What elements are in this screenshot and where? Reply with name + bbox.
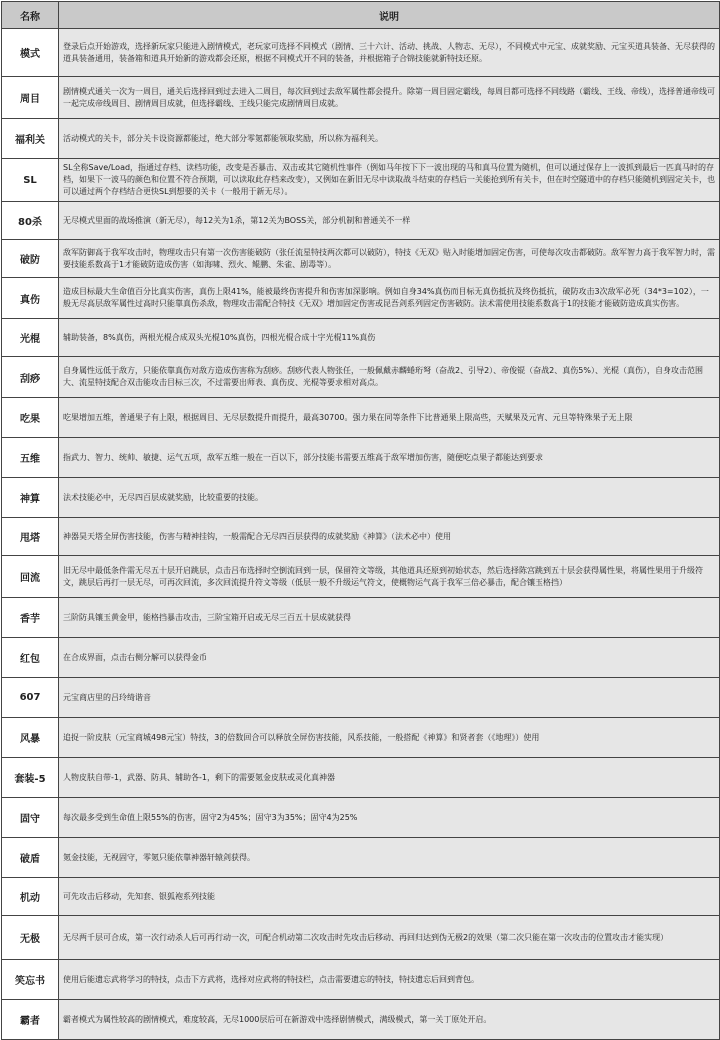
term-cell: 固守 <box>2 798 59 838</box>
description-cell: 自身属性远低于敌方，只能依靠真伤对敌方造成伤害称为刮痧。刮痧代表人物张任，一般佩戴赤麟蜷珩弩（奋战2、引导2）、帝俊锟（奋战2、真伤5%）、光棍（真伤），自身攻击范围大、流星特技配合双击能攻击目标三次，不过需要出师表、真伤皮、光棍等要求相对高点。 <box>59 357 720 398</box>
table-row <box>2 638 720 678</box>
description-cell: SL全称Save/Load，指通过存档、读档功能，改变是否暴击、双击或其它随机性事件（例如马年按下下一波出现的马和真马位置为随机，但可以通过保存上一波抓到最后一匹真马时的存档，如果下一波马的颜色和位置不符合预期，可以读取此存档来改变），又例如在新旧无尽中读取战斗结束的存档后一关能抢到所有关卡，但在时空隧道中的存档只能随机到固定关卡，也可以通过两个存档结合更快SL到想要的关卡（一般用于新无尽）。 <box>59 159 720 202</box>
term-cell: 吃果 <box>2 398 59 438</box>
table-row <box>2 278 720 319</box>
term-cell: 无极 <box>2 916 59 960</box>
description-cell: 法术技能必中，无尽四百层成就奖励，比较重要的技能。 <box>59 478 720 518</box>
term-cell: 真伤 <box>2 278 59 319</box>
description-cell: 霸者模式为属性较高的剧情模式，难度较高，无尽1000层后可在新游戏中选择剧情模式，满级模式，第一关丁原处开启。 <box>59 1000 720 1040</box>
table-row <box>2 556 720 598</box>
header-description: 说明 <box>59 2 720 29</box>
description-cell: 使用后能遗忘武将学习的特技，点击下方武将，选择对应武将的特技栏，点击需要遗忘的特技，特技遗忘后回到背包。 <box>59 960 720 1000</box>
table-row <box>2 798 720 838</box>
description-cell: 敌军防御高于我军攻击时，物理攻击只有第一次伤害能破防（张任流星特技两次都可以破防），特技《无双》贴入时能增加固定伤害，可使每次攻击都破防。敌军智力高于我军智力时，需要技能系数高于1才能破防造成伤害（如海啸、烈火、鲲鹏、朱雀、剧毒等）。 <box>59 240 720 278</box>
table-row <box>2 598 720 638</box>
description-cell: 每次最多受到生命值上限55%的伤害，固守2为45%；固守3为35%；固守4为25% <box>59 798 720 838</box>
table-row <box>2 718 720 758</box>
term-cell: 光棍 <box>2 319 59 357</box>
table-row <box>2 398 720 438</box>
description-cell: 无尽两千层可合成，第一次行动杀人后可再行动一次，可配合机动第二次攻击时先攻击后移动、再回归达到伪无极2的效果（第二次只能在第一次攻击的位置攻击才能实现） <box>59 916 720 960</box>
header-name: 名称 <box>2 2 59 29</box>
table-row <box>2 518 720 556</box>
term-cell: 破盾 <box>2 838 59 878</box>
description-cell: 氪金技能，无视固守，零氪只能依靠神器轩辕剑获得。 <box>59 838 720 878</box>
table-body <box>2 29 720 1040</box>
term-cell: 五维 <box>2 438 59 478</box>
term-cell: 香芋 <box>2 598 59 638</box>
term-cell: 破防 <box>2 240 59 278</box>
term-cell: 刮痧 <box>2 357 59 398</box>
term-cell: 套装-5 <box>2 758 59 798</box>
description-cell: 神器昊天塔全屏伤害技能，伤害与精神挂钩，一般需配合无尽四百层获得的成就奖励《神算》（法术必中）使用 <box>59 518 720 556</box>
term-cell: 80杀 <box>2 202 59 240</box>
term-cell: 机动 <box>2 878 59 916</box>
term-cell: 607 <box>2 678 59 718</box>
description-cell: 在合成界面，点击右侧分解可以获得金币 <box>59 638 720 678</box>
term-cell: 周目 <box>2 77 59 119</box>
glossary-table <box>1 1 720 1040</box>
header-row <box>2 2 720 29</box>
description-cell: 无尽模式里面的战场推演（新无尽），每12关为1杀，第12关为BOSS关，部分机制和普通关不一样 <box>59 202 720 240</box>
term-cell: 甩塔 <box>2 518 59 556</box>
term-cell: 红包 <box>2 638 59 678</box>
description-cell: 辅助装备，8%真伤，两根光棍合成双头光棍10%真伤，四根光棍合成十字光棍11%真伤 <box>59 319 720 357</box>
term-cell: 霸者 <box>2 1000 59 1040</box>
description-cell: 人物皮肤自带-1，武器、防具、辅助各-1，剩下的需要氪金皮肤或灵化真神器 <box>59 758 720 798</box>
term-cell: 笑忘书 <box>2 960 59 1000</box>
description-cell: 追捉一阶皮肤（元宝商城498元宝）特技，3的倍数回合可以释放全屏伤害技能，风系技能，一般搭配《神算》和贤者套（《地理》）使用 <box>59 718 720 758</box>
table-row <box>2 478 720 518</box>
description-cell: 指武力、智力、统帅、敏捷、运气五项，敌军五维一般在一百以下，部分技能书需要五维高于敌军增加伤害，随便吃点果子都能达到要求 <box>59 438 720 478</box>
table-row <box>2 1000 720 1040</box>
description-cell: 登录后点开始游戏，选择新玩家只能进入剧情模式，老玩家可选择不同模式（剧情、三十六计、活动、挑战、人物志、无尽），不同模式中元宝、成就奖励、元宝买道具装备、无尽获得的道具装备通用，装备箱和道具开始新的游戏都会还原，根据不同模式开不同的装备，并根据箱子合锦技能就新特技还原。 <box>59 29 720 77</box>
table-row <box>2 878 720 916</box>
table-row <box>2 838 720 878</box>
term-cell: 回流 <box>2 556 59 598</box>
table-row <box>2 119 720 159</box>
description-cell: 旧无尽中最低条件需无尽五十层开启跳层，点击吕布选择时空倒流回到一层，保留符文等级，其他道具还原到初始状态，然后选择陈宫跳到五十层会获得属性果，将属性果用于升级符文，跳层后再打一层无尽，可再次回流，多次回流提升符文等级（低层一般不升级运气符文，使概物运气高于我军三倍必暴击，配合镶玉格挡） <box>59 556 720 598</box>
table-row <box>2 159 720 202</box>
term-cell: 福利关 <box>2 119 59 159</box>
table-row <box>2 29 720 77</box>
table-row <box>2 916 720 960</box>
description-cell: 吃果增加五维，普通果子有上限，根据周目、无尽层数提升而提升，最高30700。强力果在同等条件下比普通果上限高些，天赋果及元宵、元旦等特殊果子无上限 <box>59 398 720 438</box>
table-row <box>2 202 720 240</box>
description-cell: 三阶防具镶玉黄金甲，能格挡暴击攻击，三阶宝箱开启或无尽三百五十层成就获得 <box>59 598 720 638</box>
term-cell: 模式 <box>2 29 59 77</box>
description-cell: 可先攻击后移动，先知套、银狐袍系列技能 <box>59 878 720 916</box>
table-row <box>2 319 720 357</box>
description-cell: 活动模式的关卡，部分关卡设资源都能过，绝大部分零氪都能领取奖励，所以称为福利关。 <box>59 119 720 159</box>
table-row <box>2 240 720 278</box>
table-row <box>2 960 720 1000</box>
table-row <box>2 758 720 798</box>
description-cell: 剧情模式通关一次为一周目，通关后选择回到过去进入二周目，每次回到过去敌军属性都会提升。除第一周目固定霸线，每周目都可选择不同线路（霸线、王线、帝线），选择普通帝线可一起完成帝线周目、剧情周目成就，但选择霸线、王线只能完成剧情周目成就。 <box>59 77 720 119</box>
table-row <box>2 678 720 718</box>
term-cell: 神算 <box>2 478 59 518</box>
term-cell: 风暴 <box>2 718 59 758</box>
description-cell: 元宝商店里的吕玲绮谐音 <box>59 678 720 718</box>
description-cell: 造成目标最大生命值百分比真实伤害，真伤上限41%，能被最终伤害提升和伤害加深影响。例如自身34%真伤而目标无真伤抵抗及终伤抵抗，破防攻击3次敌军必死（34*3=102），一般无尽高层敌军属性过高时只能靠真伤杀敌，物理攻击需配合特技《无双》增加固定伤害或昆吾剑系列固定伤害破防。法术需使用技能系数高于1的技能才能破防造成真实伤害。 <box>59 278 720 319</box>
table-row <box>2 357 720 398</box>
table-header <box>2 2 720 29</box>
table-row <box>2 438 720 478</box>
term-cell: SL <box>2 159 59 202</box>
table-row <box>2 77 720 119</box>
